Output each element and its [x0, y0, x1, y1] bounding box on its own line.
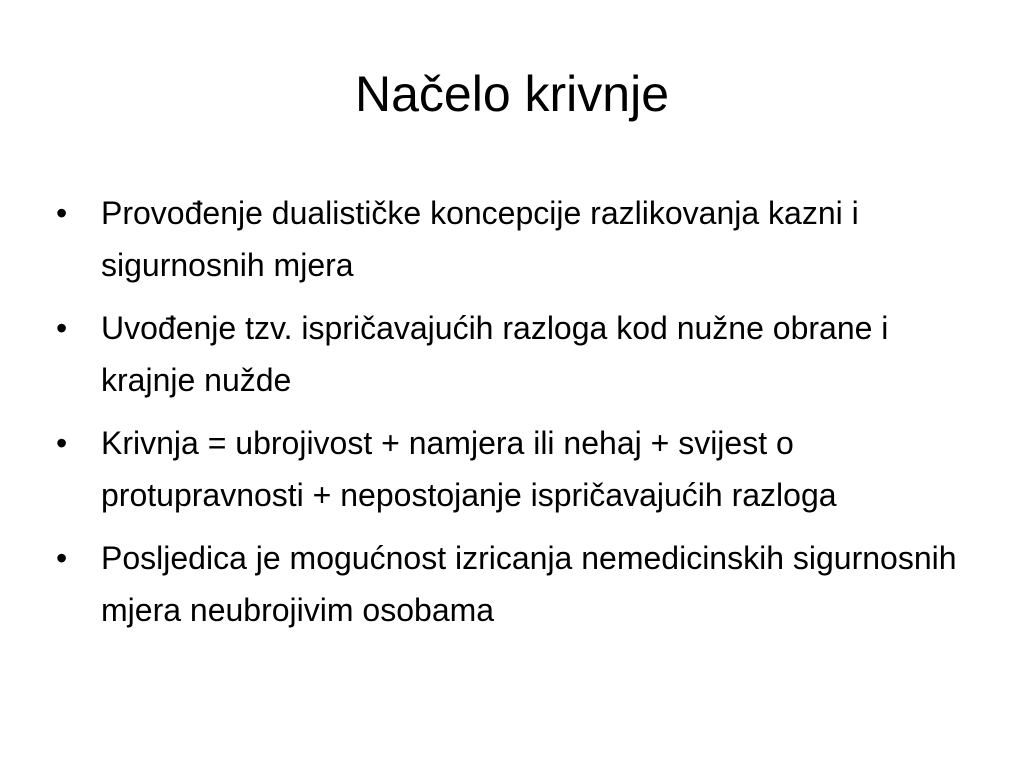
- bullet-icon: •: [56, 310, 68, 346]
- bullet-item-4: [56, 532, 976, 636]
- bullet-item-3: [56, 417, 976, 521]
- bullet-text-3: Krivnja = ubrojivost + namjera ili nehaj + svijest o protupravnosti + nepostojanje ispričavajućih razloga: [101, 425, 837, 513]
- bullet-text-2: Uvođenje tzv. ispričavajućih razloga kod nužne obrane i krajnje nužde: [101, 310, 889, 398]
- bullet-text-4: Posljedica je mogućnost izricanja nemedicinskih sigurnosnih mjera neubrojivim osobama: [101, 540, 957, 628]
- bullet-item-1: [56, 187, 976, 291]
- bullet-text-1: Provođenje dualističke koncepcije razlikovanja kazni i sigurnosnih mjera: [101, 195, 859, 283]
- bullet-icon: •: [56, 195, 68, 231]
- slide-title: Načelo krivnje: [354, 66, 669, 122]
- bullet-item-2: [56, 302, 976, 406]
- bullet-icon: •: [56, 425, 68, 461]
- bullet-icon: •: [56, 540, 68, 576]
- bullet-list: [56, 187, 976, 647]
